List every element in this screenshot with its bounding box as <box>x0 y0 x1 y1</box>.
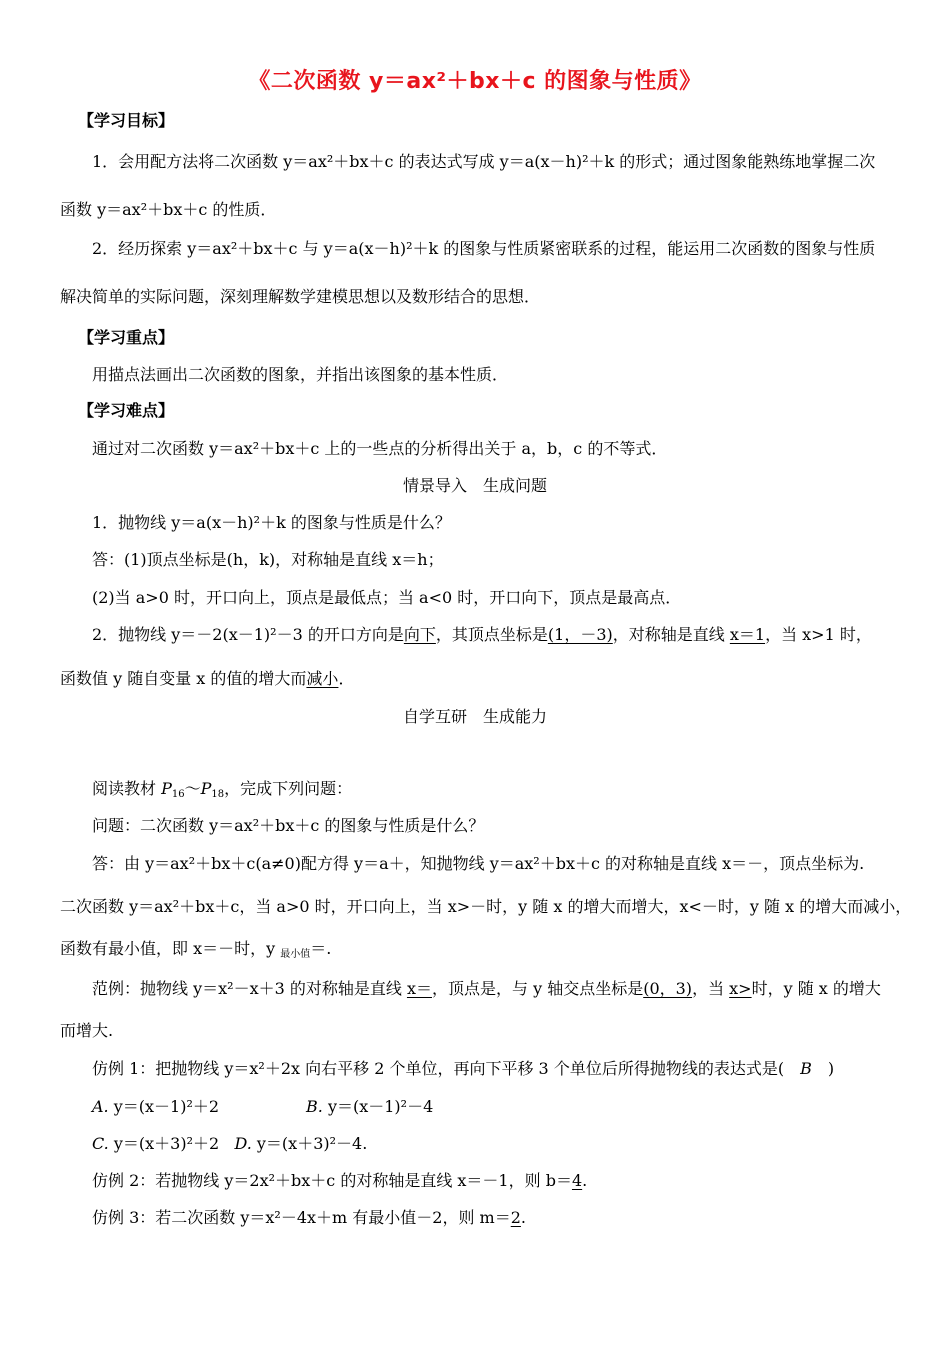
self-study-heading: 自学互研 生成能力 <box>402 707 547 726</box>
intro-question-2-line-2 <box>60 668 354 690</box>
self-study-answer-line-3 <box>60 938 331 966</box>
example-line-1 <box>92 978 881 1000</box>
example-text: 范例：抛物线 y＝x²－x＋3 的对称轴是直线 <box>92 979 407 998</box>
q2-answer-direction: 向下 <box>403 625 436 644</box>
difficulty-text: 通过对二次函数 y＝ax²＋bx＋c 上的一些点的分析得出关于 a，b，c 的不等式． <box>92 439 668 458</box>
q2-answer-axis: x＝1 <box>729 625 766 644</box>
q2-answer-trend: 减小 <box>306 669 339 688</box>
q2-text: 2．抛物线 y＝－2(x－1)²－3 的开口方向是 <box>92 625 404 644</box>
reading-text: ，完成下列问题： <box>224 779 353 798</box>
objective-1-line-2: 函数 y＝ax²＋bx＋c 的性质． <box>60 200 277 219</box>
self-study-answer-line-1: 答：由 y＝ax²＋bx＋c(a≠0)配方得 y＝a＋，知抛物线 y＝ax²＋bx＋c 的对称轴是直线 x＝－，顶点坐标为. <box>92 854 865 873</box>
answer-text: ＝. <box>310 939 332 958</box>
q2-text: ，其顶点坐标是 <box>435 625 548 644</box>
option-text: y＝(x－1)²＋2 <box>113 1097 220 1116</box>
option-text: y＝(x＋3)²－4. <box>256 1134 368 1153</box>
practice-3-answer: 2 <box>510 1208 521 1227</box>
practice-3 <box>92 1207 526 1229</box>
difficulty-heading: 【学习难点】 <box>78 401 175 420</box>
objectives-heading: 【学习目标】 <box>78 111 175 130</box>
option-text: y＝(x＋3)²＋2 <box>113 1134 220 1153</box>
practice-1-option-b <box>306 1096 433 1118</box>
page-ref: P <box>200 779 212 798</box>
intro-question-2-line-1 <box>92 624 872 646</box>
example-answer-range: x> <box>729 979 752 998</box>
key-points-text: 用描点法画出二次函数的图象，并指出该图象的基本性质． <box>92 365 509 384</box>
example-text: ，当 <box>692 979 730 998</box>
min-value-subscript: 最小值 <box>280 949 311 960</box>
q2-text: ，当 x>1 时， <box>765 625 872 644</box>
option-label: A. <box>92 1097 109 1116</box>
key-points-heading: 【学习重点】 <box>78 328 175 347</box>
practice-3-text: . <box>520 1208 527 1227</box>
practice-1-option-a <box>92 1096 219 1118</box>
intro-answer-1-line-2: (2)当 a>0 时，开口向上，顶点是最低点；当 a<0 时，开口向下，顶点是最高点． <box>92 588 682 607</box>
answer-text: 函数有最小值，即 x＝－时，y <box>60 939 281 958</box>
practice-1-options-cd <box>92 1133 367 1155</box>
intro-question-1: 1．抛物线 y＝a(x－h)²＋k 的图象与性质是什么？ <box>92 513 451 532</box>
reading-instruction <box>92 778 352 806</box>
practice-2-answer: 4 <box>571 1171 583 1190</box>
page-ref: P <box>161 779 172 798</box>
practice-2-text: 仿例 2：若抛物线 y＝2x²＋bx＋c 的对称轴是直线 x＝－1，则 b＝ <box>92 1171 572 1190</box>
practice-2 <box>92 1170 587 1192</box>
example-text: 时，y 随 x 的增大 <box>751 979 881 998</box>
practice-1-stem <box>92 1058 834 1080</box>
q2-text: 函数值 y 随自变量 x 的值的增大而 <box>60 669 307 688</box>
option-text: y＝(x－1)²－4 <box>327 1097 434 1116</box>
q2-answer-vertex: (1，－3) <box>547 625 613 644</box>
example-answer-axis: x＝ <box>406 979 432 998</box>
example-line-2: 而增大. <box>60 1021 114 1040</box>
example-text: ，顶点是，与 y 轴交点坐标是 <box>431 979 644 998</box>
practice-1-answer: B <box>800 1059 812 1078</box>
practice-2-text: . <box>582 1171 588 1190</box>
example-answer-intercept: (0，3) <box>643 979 693 998</box>
document-title: 《二次函数 y＝ax²＋bx＋c 的图象与性质》 <box>248 69 702 94</box>
practice-1-text: ) <box>811 1059 835 1078</box>
practice-3-text: 仿例 3：若二次函数 y＝x²－4x＋m 有最小值－2，则 m＝ <box>92 1208 511 1227</box>
intro-heading: 情景导入 生成问题 <box>402 476 547 495</box>
reading-text: ～ <box>184 779 201 798</box>
q2-text: ． <box>338 669 355 688</box>
self-study-answer-line-2: 二次函数 y＝ax²＋bx＋c，当 a>0 时，开口向上，当 x>－时，y 随 x 的增大而增大，x<－时，y 随 x 的增大而减小， <box>60 897 912 916</box>
self-study-question: 问题：二次函数 y＝ax²＋bx＋c 的图象与性质是什么？ <box>92 816 485 835</box>
q2-text: ，对称轴是直线 <box>612 625 730 644</box>
objective-2-line-1: 2．经历探索 y＝ax²＋bx＋c 与 y＝a(x－h)²＋k 的图象与性质紧密联系的过程，能运用二次函数的图象与性质 <box>92 239 876 258</box>
intro-answer-1-line-1: 答：(1)顶点坐标是(h，k)，对称轴是直线 x＝h； <box>92 550 444 569</box>
objective-2-line-2: 解决简单的实际问题，深刻理解数学建模思想以及数形结合的思想． <box>60 287 541 306</box>
page-ref-number: 18 <box>211 789 225 800</box>
option-label: C. <box>92 1134 109 1153</box>
page-ref-number: 16 <box>171 789 185 800</box>
option-label: B. <box>306 1097 323 1116</box>
practice-1-text: 仿例 1：把抛物线 y＝x²＋2x 向右平移 2 个单位，再向下平移 3 个单位后所得抛物线的表达式是( <box>92 1059 801 1078</box>
objective-1-line-1: 1．会用配方法将二次函数 y＝ax²＋bx＋c 的表达式写成 y＝a(x－h)²＋k 的形式；通过图象能熟练地掌握二次 <box>92 152 876 171</box>
reading-text: 阅读教材 <box>92 779 162 798</box>
option-label: D. <box>234 1134 252 1153</box>
